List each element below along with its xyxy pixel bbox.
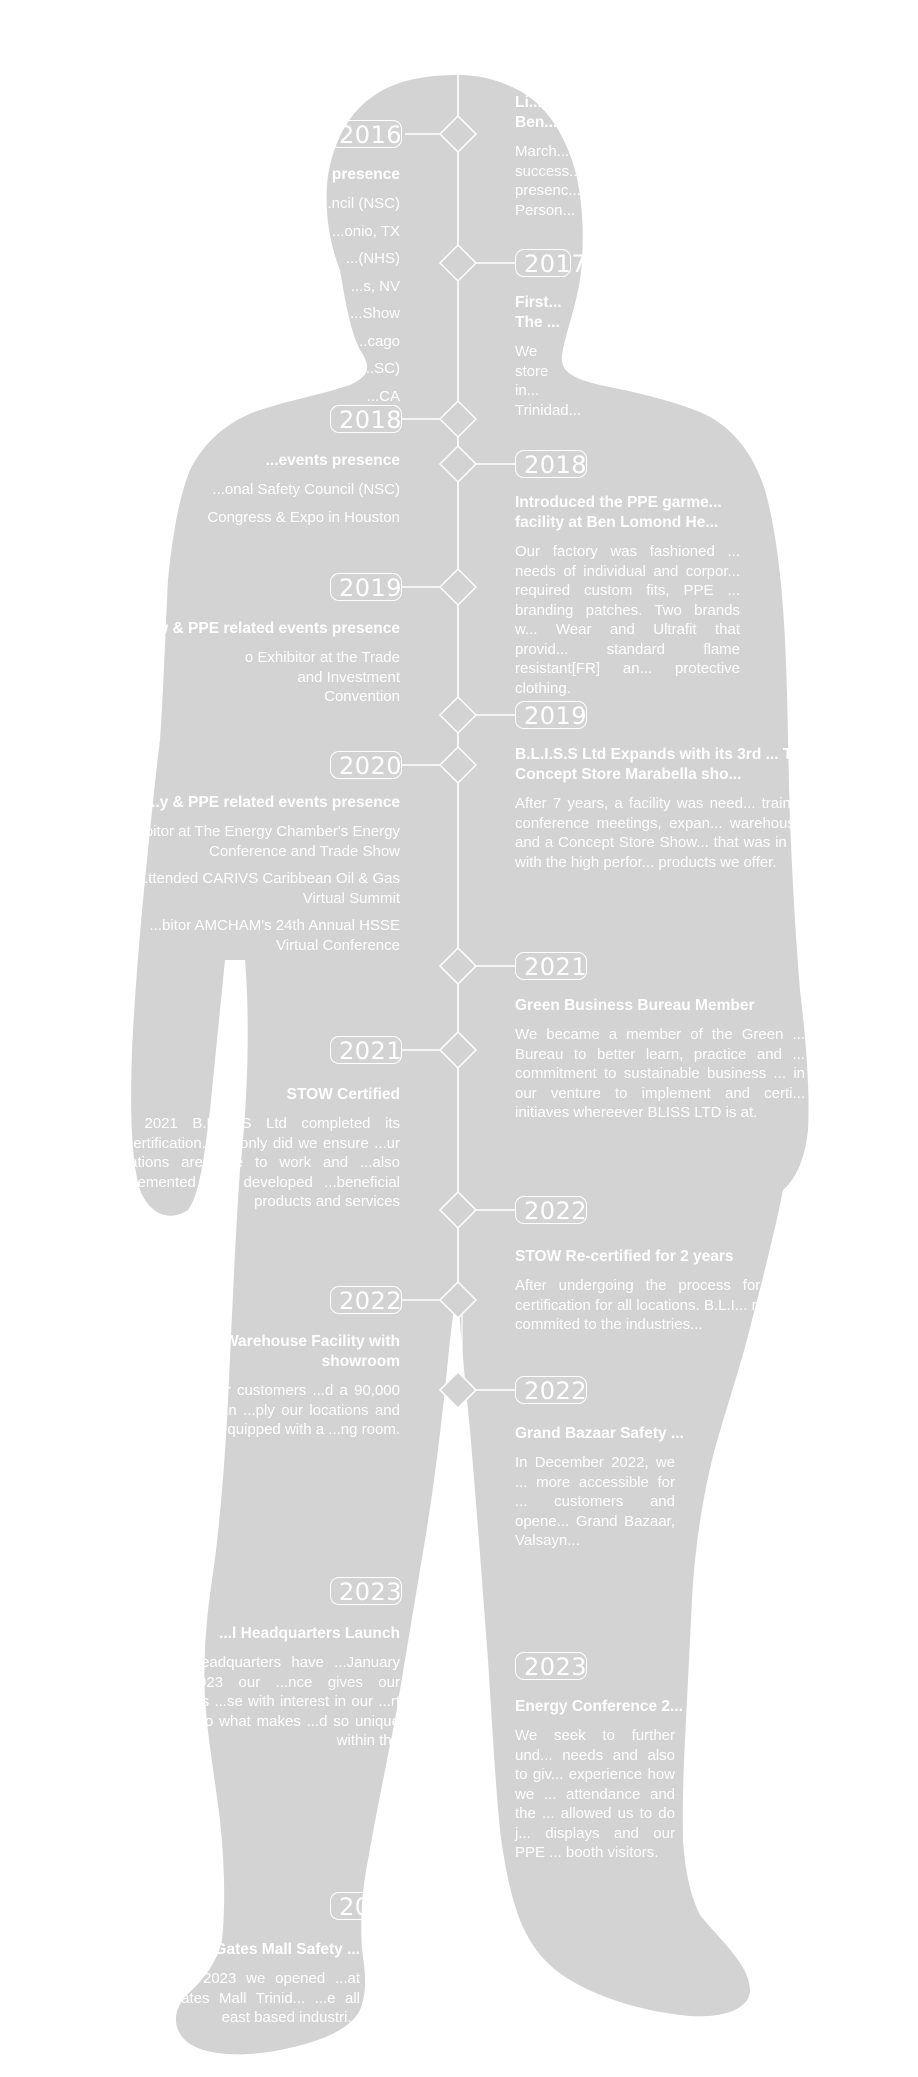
year-badge: 2019 [515,701,587,729]
entry-text: In December 2022, we ... more accessible for ... customers and opene... Grand Bazaar, Valsayn... [515,1454,675,1549]
entry-title: STOW Re-certified for 2 years [515,1248,734,1265]
entry-title: Energy Conference 2... [515,1698,683,1715]
year-badge: 2021 [330,1036,402,1064]
timeline-entry [515,493,740,698]
entry-line: ...ibitor at The Energy Chamber's Energy Conference and Trade Show [128,823,400,860]
diamond-marker [440,948,476,984]
entry-line: ...s, NV [350,277,400,295]
diamond-marker [440,446,476,482]
entry-title: ...e Warehouse Facility with showroom [198,1333,400,1370]
diamond-marker [440,1032,476,1068]
diamond-marker [440,116,476,152]
diamond-marker [440,1192,476,1228]
entry-title: B.L.I.S.S Ltd Expands with its 3rd ... The Concept Store Marabella sho... [515,746,811,783]
entry-text: March... success... presenc... Person... [515,143,582,219]
entry-line: ...CA [366,387,400,405]
entry-line: Congress & Expo in Houston [207,508,400,526]
entry-text: Our factory was fashioned ... needs of individual and corpor... required custom fits, PPE ... branding patches. Two brands w... Wear and Ultrafit that provid... standard flame resistant[FR] an... protective clothing. [515,543,740,697]
year-badge: 2017 [515,249,571,277]
diamond-marker [440,1282,476,1318]
timeline-entry [515,1247,805,1335]
entry-title: First... The ... [515,294,562,331]
timeline-entry [515,1697,683,1863]
diamond-marker [440,1372,476,1408]
timeline-entry [515,1424,684,1551]
timeline-entry [515,996,805,1123]
timeline-entry [130,1940,360,2028]
diamond-marker [440,569,476,605]
timeline-entry [515,745,815,872]
year-badge: 2022 [515,1376,587,1404]
year-badge: 2023 [330,1577,402,1605]
entry-text: After undergoing the process for a ... certification for all locations. B.L.I... remains commited to the industries... [515,1277,805,1333]
entry-title: ...Gates Mall Safety ... [201,1941,360,1958]
entry-text: ...y 2021 B.L.I.S.S Ltd completed its ...Certification. Not only did we ensure ...ur locations are safe to work and ...also implemented and developed ...beneficial products and services [110,1115,400,1210]
timeline-entry [515,293,582,420]
year-badge: 2018 [330,405,402,433]
entry-text: We ... store in... Trinidad... [515,343,582,419]
timeline-entry [140,1624,400,1751]
entry-title: ...events presence [265,166,400,183]
year-badge: 2021 [515,952,587,980]
entry-text: We seek to further und... needs and also to giv... experience how we ... attendance and the ... allowed us to do j... displays and our PPE ... booth visitors. [515,1727,675,1861]
entry-title: Grand Bazaar Safety ... [515,1425,684,1442]
diamond-marker [440,245,476,281]
entry-line: ...onio, TX [331,222,400,240]
entry-line: ...ttended CARIVS Caribbean Oil & Gas Virtual Summit [135,870,400,907]
year-badge: 2022 [330,1286,402,1314]
entry-line: ...onal Safety Council (NSC) [212,481,400,498]
year-badge: 2020 [330,751,402,779]
entry-text: ...ly meet our customers ...d a 90,000 sq ft facility in ...ply our locations and ...is also equipped with a ...ng room. [140,1382,400,1438]
timeline-entry [160,451,400,535]
entry-line: o Exhibitor at the Trade and Investment Convention [244,649,400,705]
diamond-marker [440,697,476,733]
year-badge: 2022 [515,1196,587,1224]
year-badge: 20... [330,1892,402,1920]
timeline-entry [110,619,400,715]
entry-line: ...Show [349,305,400,322]
entry-line: ...bitor AMCHAM's 24th Annual HSSE Virtual Conference [149,917,400,954]
entry-title: Introduced the PPE garme... facility at Ben Lomond He... [515,494,722,531]
entry-text: We became a member of the Green ... Bureau to better learn, practice and ... commitment to sustainable business ... in our venture to implement and certi... initiaves whereever BLISS LTD is at. [515,1026,805,1121]
entry-text: ...h 31st, 2023 we opened ...at East Gates Mall Trinid... ...e all east based industri... [130,1970,360,2026]
diamond-marker [440,401,476,437]
year-badge: 2019 [330,573,402,601]
timeline-entry [110,793,400,963]
year-badge: 2023 [515,1652,587,1680]
diamond-marker [440,747,476,783]
year-badge: 2016 [330,120,402,148]
entry-text: After 7 years, a facility was need... training, conference meetings, expan... warehousing and a Concept Store Show... that was in line with the high perfor... products we offer. [515,795,815,871]
entry-line: ...cago [354,332,400,350]
entry-title: Green Business Bureau Member [515,997,755,1014]
entry-title: ...w & PPE related events presence [143,620,400,637]
timeline-entry [140,1332,400,1440]
entry-text: ...gital Headquarters have ...January 23rd, 2023 our ...nce gives our customers ...se with interest in our ...rt insight into what makes ...d so unique within the [140,1654,400,1749]
entry-title: ...events presence [265,452,400,469]
entry-line: ...SC) [361,360,400,377]
entry-title: ...y & PPE related events presence [146,794,400,811]
entry-line: ...(NHS) [345,250,400,267]
timeline-entry [110,1085,400,1212]
timeline-entry [200,165,400,414]
year-badge: 2018 [515,450,587,478]
entry-title: STOW Certified [286,1086,400,1103]
timeline-entry [515,93,582,220]
entry-line: ...ncil (NSC) [319,195,400,212]
entry-title: Li... Ben... [515,94,558,131]
entry-title: ...l Headquarters Launch [219,1625,400,1642]
